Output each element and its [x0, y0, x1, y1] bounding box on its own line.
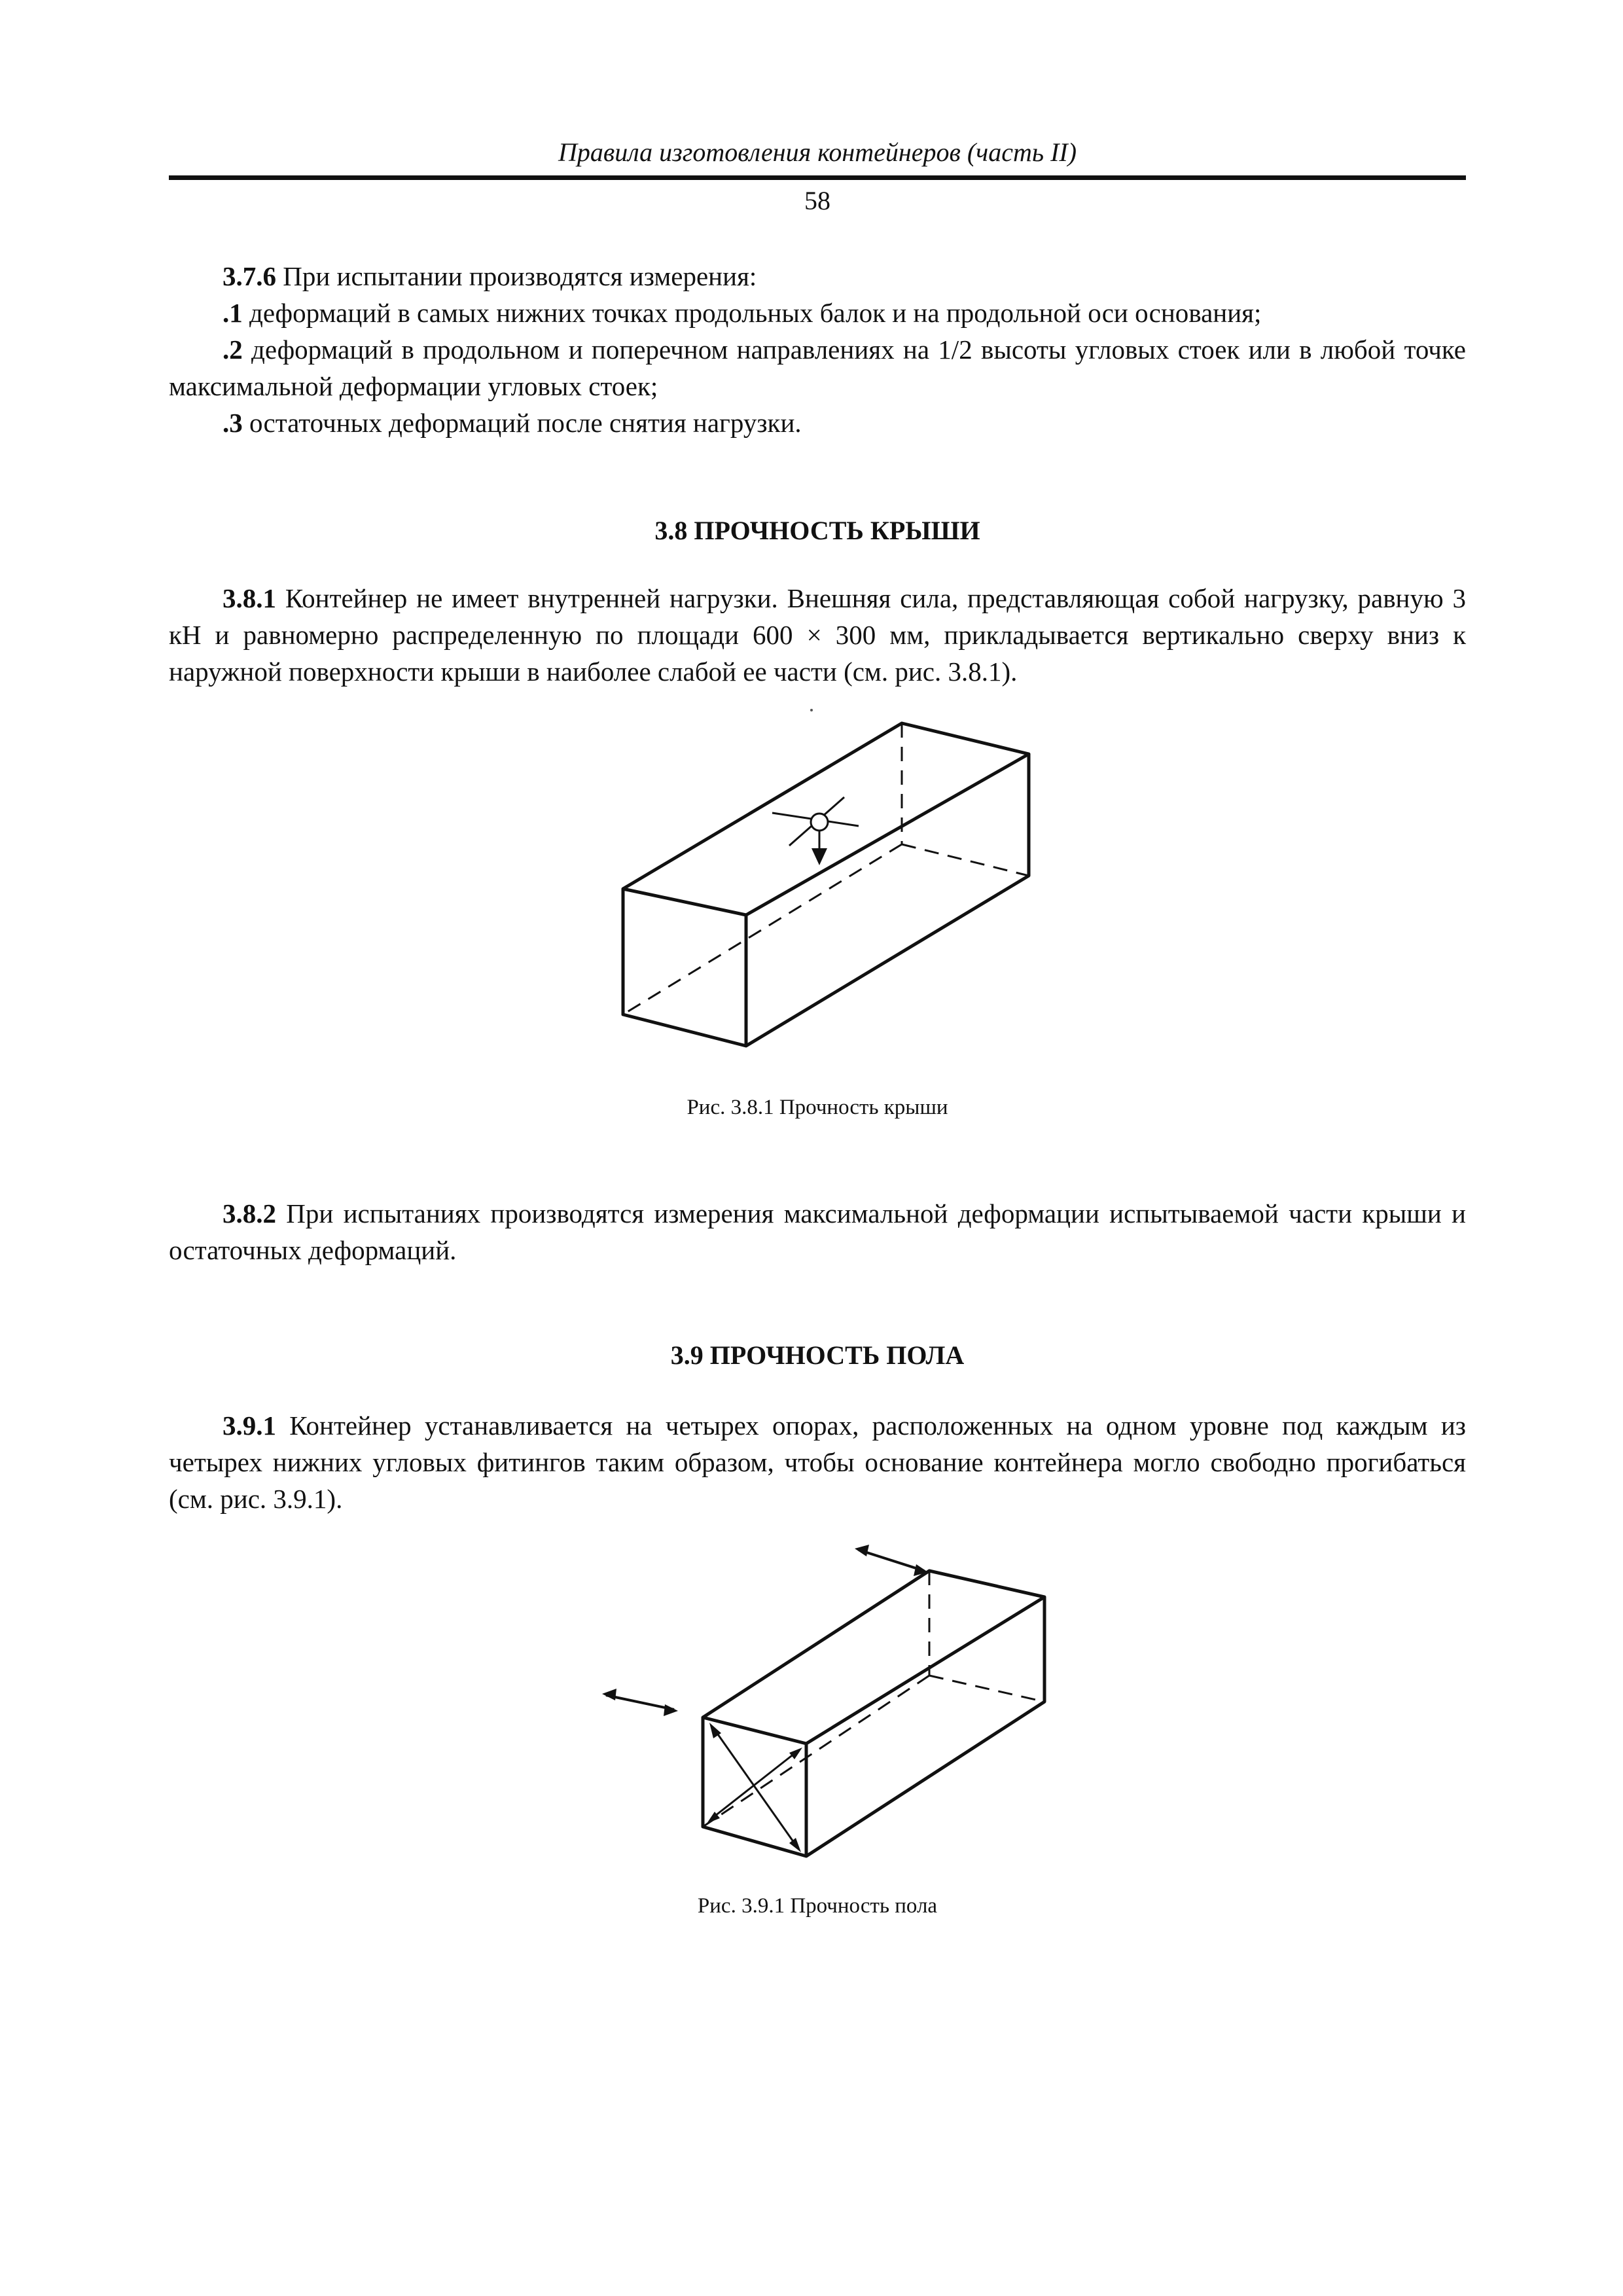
paragraph-number: 3.7.6	[223, 261, 276, 291]
scan-mark	[810, 709, 813, 711]
container-front-face	[623, 889, 746, 1046]
paragraph-text: При испытаниях производятся измерения максимальной деформации испытываемой части крыши и остаточных деформаций.	[169, 1198, 1466, 1265]
paragraph-3-9-1	[169, 1407, 1466, 1517]
diagonal-arrows	[712, 1728, 797, 1847]
item-text: остаточных деформаций после снятия нагрузки.	[242, 408, 802, 438]
paragraph-number: 3.8.2	[223, 1198, 276, 1229]
paragraph-text: Контейнер не имеет внутренней нагрузки. Внешняя сила, представляющая собой нагрузку, равную 3 кН и равномерно распределенную по площади 600 × 300 мм, прикладывается вертикально сверху вниз к наружной поверхности крыши в наиболее слабой ее части (см. рис. 3.8.1).	[169, 583, 1466, 687]
figure-caption-3-9-1: Рис. 3.9.1 Прочность пола	[697, 1894, 938, 1918]
paragraph-text: Контейнер устанавливается на четырех опорах, расположенных на одном уровне под каждым из четырех нижних угловых фитингов таким образом, чтобы основание контейнера могло свободно прогибаться (см. рис. 3.9.1).	[169, 1410, 1466, 1514]
container-side-face	[746, 754, 1029, 1046]
figure-caption-3-8-1: Рис. 3.8.1 Прочность крыши	[687, 1096, 948, 1119]
paragraph-number: 3.8.1	[223, 583, 276, 613]
page-number: 58	[804, 186, 830, 215]
paragraph-text: При испытании производятся измерения:	[276, 261, 757, 291]
load-arrow-head	[812, 848, 827, 865]
section-heading-3-9: 3.9 ПРОЧНОСТЬ ПОЛА	[670, 1340, 965, 1370]
item-text: деформаций в самых нижних точках продольных балок и на продольной оси основания;	[242, 298, 1262, 328]
item-number: .2	[223, 334, 243, 365]
paragraph-number: 3.9.1	[223, 1410, 276, 1441]
top-arrow-head-a	[855, 1545, 869, 1556]
container-top-outline	[703, 1571, 1044, 1744]
section-heading-3-8: 3.8 ПРОЧНОСТЬ КРЫШИ	[654, 516, 980, 545]
container-side-outline	[806, 1597, 1044, 1856]
item-number: .1	[223, 298, 243, 328]
left-arrow-head-a	[602, 1689, 616, 1700]
running-header: Правила изготовления контейнеров (часть II)	[558, 137, 1077, 167]
paragraph-3-8-2	[169, 1195, 1466, 1268]
racking-arrows	[606, 1550, 924, 1710]
item-text: деформаций в продольном и поперечном направлениях на 1/2 высоты угловых стоек или в любой точке максимальной деформации угловых стоек;	[169, 334, 1466, 401]
item-number: .3	[223, 408, 243, 438]
hidden-edges-floor	[703, 1571, 1044, 1827]
left-arrow-head-b	[664, 1704, 678, 1716]
load-symbol	[772, 797, 859, 851]
